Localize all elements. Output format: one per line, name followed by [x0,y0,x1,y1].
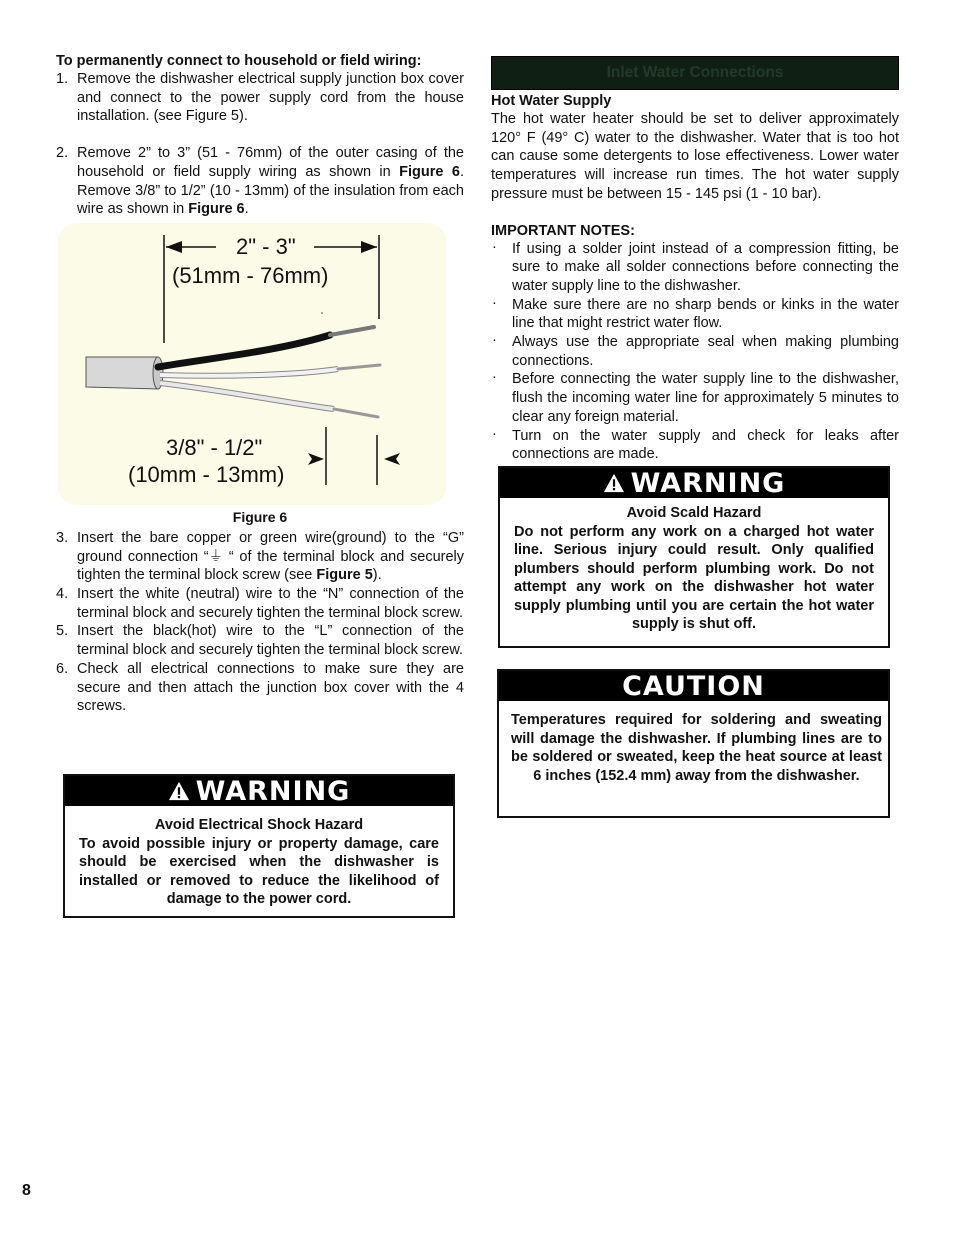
figure-reference: Figure 6 [188,201,245,218]
warning-subtitle: Avoid Scald Hazard [626,505,762,521]
section-title: Inlet Water Connections [606,64,784,81]
step-text: Insert the black(hot) wire to the “L” connection of the terminal block and securely tighten the terminal block screw. [77,623,464,659]
electrical-shock-warning-box [63,774,455,918]
warning-triangle-icon [168,780,190,802]
caution-body: Temperatures required for soldering and sweating will damage the dishwasher. If plumbing lines are to be soldered or sweated, keep the heat source at least 6 inches (152.4 mm) away from the dishwasher. [511,712,882,784]
page-number: 8 [22,1182,31,1199]
step-text: ). [372,567,382,584]
step-text: . [244,201,249,218]
step-text: Remove the dishwasher electrical supply junction box cover and connect to the power supply cord from the house installation. (see Figure 5). [77,71,464,125]
figure-reference: Figure 6 [399,163,460,180]
wiring-steps-list-continued [56,529,464,716]
bullet-icon: · [492,238,497,255]
right-column [491,56,899,464]
ground-symbol-icon: ⏚ [208,548,224,565]
warning-header [500,468,888,498]
warning-title: WARNING [630,467,786,499]
step-item [56,70,464,126]
step-number: 3. [56,529,69,546]
step-number: 1. [56,71,69,87]
warning-body: Do not perform any work on a charged hot water line. Serious injury could result. Only qualified plumbers should perform plumbing work. Do not attempt any work on the dishwasher hot water supply plumbing until you are certain the hot water supply is shut off. [514,523,874,632]
bullet-icon: · [492,369,497,386]
paragraph-spacer [491,204,899,222]
step-text: Check all electrical connections to make sure they are secure and then attach the junction box cover with the 4 screws. [77,660,464,715]
figure-caption: Figure 6 [232,508,288,525]
note-item [491,370,899,426]
step-item [56,622,464,659]
figure-6-wire-stripping [58,223,446,505]
note-text: Before connecting the water supply line to the dishwasher, flush the incoming water line for approximately 5 minutes to clear any foreign material. [512,371,899,425]
figure-reference: Figure 5 [316,567,373,584]
bullet-icon: · [492,425,497,442]
warning-title: WARNING [195,775,351,807]
note-text: Make sure there are no sharp bends or kinks in the water line that might restrict water flow. [512,296,899,332]
left-column [56,52,464,716]
hot-water-heading: Hot Water Supply [491,93,612,109]
step-item [56,660,464,716]
step-number: 4. [56,586,69,603]
step-item [56,529,464,585]
step-number: 2. [56,145,69,162]
note-text: Always use the appropriate seal when making plumbing connections. [512,334,899,369]
important-notes-list [491,240,899,464]
wiring-heading: To permanently connect to household or field wiring: [56,53,422,69]
figure-label-insulation-inches: 3/8" - 1/2" [166,434,263,460]
important-notes-heading: IMPORTANT NOTES: [491,222,635,239]
wiring-steps-list [56,70,464,219]
step-item [56,585,464,622]
step-text: . Remove 3/8” to 1/2” (10 - 13mm) of the insulation from each wire as shown in [77,163,464,218]
warning-triangle-icon [603,472,625,494]
step-number: 6. [56,660,69,677]
caution-content [499,701,888,785]
step-text: “ of the terminal block and securely tighten the terminal block screw (see [77,548,465,584]
step-text: Insert the white (neutral) wire to the “N” connection of the terminal block and securely tighten the terminal block screw. [77,586,464,621]
note-text: Turn on the water supply and check for leaks after connections are made. [512,427,899,463]
inlet-water-section-header [491,56,899,90]
step-spacer [56,126,464,144]
note-item [491,296,899,333]
caution-box [497,669,890,818]
step-text: Insert the bare copper or green wire(ground) to the “G” ground connection “ [77,529,464,565]
note-text: If using a solder joint instead of a compression fitting, be sure to make all solder connections before connecting the water supply line to the dishwasher. [512,240,899,294]
step-text: Remove 2” to 3” (51 - 76mm) of the outer casing of the household or field supply wiring as shown in [77,145,464,180]
step-number: 5. [56,623,69,640]
figure-label-casing-mm: (51mm - 76mm) [172,262,329,288]
bullet-icon: · [492,294,497,311]
figure-label-casing-inches: 2" - 3" [236,233,296,259]
scald-hazard-warning-box [498,466,890,648]
bullet-icon: · [492,332,497,349]
note-item [491,333,899,370]
note-item [491,240,899,296]
figure-label-insulation-mm: (10mm - 13mm) [128,461,285,487]
hot-water-paragraph: The hot water heater should be set to deliver approximately 120° F (49° C) water to the dishwasher. Water that is too hot can cause some detergents to lose effectiveness. Lower water temperatures will increase run times. The hot water supply pressure must be between 15 - 145 psi (1 - 10 bar). [491,111,899,202]
step-item [56,144,464,219]
warning-content [500,498,888,634]
warning-header [65,776,453,806]
warning-content [65,806,453,909]
caution-header [499,671,888,701]
warning-subtitle: Avoid Electrical Shock Hazard [154,817,364,833]
caution-title: CAUTION [622,670,765,702]
warning-body: To avoid possible injury or property damage, care should be exercised when the dishwasher is installed or removed to reduce the likelihood of damage to the power cord. [79,835,439,907]
note-item [491,427,899,464]
